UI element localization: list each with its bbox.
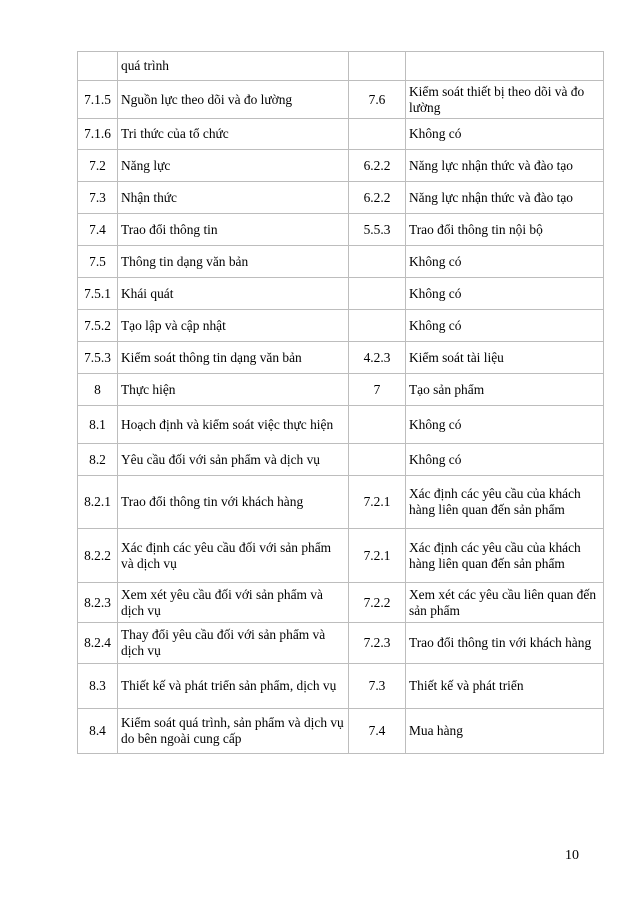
clause-2008-cell: 7.6 — [349, 81, 406, 119]
requirement-2015-cell: Tri thức của tổ chức — [118, 119, 349, 150]
clause-2008-cell — [349, 246, 406, 278]
clause-2008-cell — [349, 52, 406, 81]
table-row — [78, 444, 604, 476]
requirement-2008-cell: Không có — [406, 444, 604, 476]
clause-2015-cell: 8.2.4 — [78, 623, 118, 664]
table-row — [78, 709, 604, 754]
table-row — [78, 119, 604, 150]
requirement-2008-cell: Xác định các yêu cầu của khách hàng liên quan đến sản phẩm — [406, 476, 604, 529]
requirement-2008-cell: Mua hàng — [406, 709, 604, 754]
table-row — [78, 182, 604, 214]
requirement-2008-cell: Thiết kế và phát triển — [406, 664, 604, 709]
requirement-2015-cell: Nguồn lực theo dõi và đo lường — [118, 81, 349, 119]
clause-2008-cell — [349, 278, 406, 310]
clause-2015-cell: 7.5 — [78, 246, 118, 278]
clause-2008-cell: 7 — [349, 374, 406, 406]
requirement-2015-cell: Năng lực — [118, 150, 349, 182]
requirement-2008-cell: Kiểm soát tài liệu — [406, 342, 604, 374]
table-row — [78, 406, 604, 444]
table-body — [78, 52, 604, 754]
clause-2015-cell: 7.3 — [78, 182, 118, 214]
requirement-2015-cell: Yêu cầu đối với sản phẩm và dịch vụ — [118, 444, 349, 476]
requirement-2015-cell: Nhận thức — [118, 182, 349, 214]
page-number: 10 — [565, 848, 579, 863]
clause-2015-cell: 7.5.3 — [78, 342, 118, 374]
clause-2015-cell: 7.5.1 — [78, 278, 118, 310]
requirement-2008-cell: Trao đổi thông tin nội bộ — [406, 214, 604, 246]
requirement-2008-cell: Tạo sản phẩm — [406, 374, 604, 406]
requirement-2015-cell: Thay đổi yêu cầu đối với sản phẩm và dịch vụ — [118, 623, 349, 664]
clause-2008-cell: 7.4 — [349, 709, 406, 754]
requirement-2008-cell: Không có — [406, 310, 604, 342]
clause-2015-cell — [78, 52, 118, 81]
requirement-2008-cell: Xem xét các yêu cầu liên quan đến sản phẩm — [406, 583, 604, 623]
table-row — [78, 52, 604, 81]
requirement-2015-cell: Thiết kế và phát triển sản phẩm, dịch vụ — [118, 664, 349, 709]
clause-2015-cell: 8.4 — [78, 709, 118, 754]
clause-2015-cell: 7.1.5 — [78, 81, 118, 119]
clause-2008-cell: 6.2.2 — [349, 150, 406, 182]
table-row — [78, 214, 604, 246]
clause-2008-cell: 7.2.1 — [349, 476, 406, 529]
clause-2015-cell: 8.2.3 — [78, 583, 118, 623]
requirement-2015-cell: quá trình — [118, 52, 349, 81]
requirement-2015-cell: Hoạch định và kiểm soát việc thực hiện — [118, 406, 349, 444]
requirement-2015-cell: Kiểm soát quá trình, sản phẩm và dịch vụ do bên ngoài cung cấp — [118, 709, 349, 754]
clause-2015-cell: 8.3 — [78, 664, 118, 709]
requirement-2008-cell: Trao đổi thông tin với khách hàng — [406, 623, 604, 664]
requirement-2008-cell: Không có — [406, 406, 604, 444]
requirement-2008-cell: Năng lực nhận thức và đào tạo — [406, 182, 604, 214]
requirement-2008-cell: Không có — [406, 278, 604, 310]
requirement-2015-cell: Thực hiện — [118, 374, 349, 406]
clause-mapping-table — [77, 51, 604, 754]
clause-2008-cell — [349, 310, 406, 342]
requirement-2008-cell: Không có — [406, 119, 604, 150]
table-row — [78, 310, 604, 342]
requirement-2008-cell: Kiểm soát thiết bị theo dõi và đo lường — [406, 81, 604, 119]
clause-2015-cell: 8.2.1 — [78, 476, 118, 529]
requirement-2015-cell: Trao đổi thông tin với khách hàng — [118, 476, 349, 529]
table-row — [78, 374, 604, 406]
clause-2015-cell: 7.2 — [78, 150, 118, 182]
requirement-2015-cell: Thông tin dạng văn bản — [118, 246, 349, 278]
clause-2015-cell: 8.2 — [78, 444, 118, 476]
clause-2008-cell: 7.2.1 — [349, 529, 406, 583]
table-row — [78, 583, 604, 623]
requirement-2015-cell: Xem xét yêu cầu đối với sản phẩm và dịch vụ — [118, 583, 349, 623]
table-row — [78, 150, 604, 182]
clause-2008-cell: 7.3 — [349, 664, 406, 709]
table-row — [78, 623, 604, 664]
clause-2008-cell: 7.2.2 — [349, 583, 406, 623]
table-row — [78, 246, 604, 278]
table-row — [78, 342, 604, 374]
clause-2008-cell — [349, 444, 406, 476]
requirement-2015-cell: Kiểm soát thông tin dạng văn bản — [118, 342, 349, 374]
clause-2015-cell: 8.2.2 — [78, 529, 118, 583]
clause-2008-cell — [349, 406, 406, 444]
clause-2015-cell: 8 — [78, 374, 118, 406]
clause-2008-cell — [349, 119, 406, 150]
clause-2008-cell: 7.2.3 — [349, 623, 406, 664]
requirement-2008-cell: Xác định các yêu cầu của khách hàng liên quan đến sản phẩm — [406, 529, 604, 583]
clause-2008-cell: 5.5.3 — [349, 214, 406, 246]
table-row — [78, 476, 604, 529]
clause-2015-cell: 7.5.2 — [78, 310, 118, 342]
requirement-2008-cell — [406, 52, 604, 81]
requirement-2008-cell: Năng lực nhận thức và đào tạo — [406, 150, 604, 182]
clause-2008-cell: 4.2.3 — [349, 342, 406, 374]
table-row — [78, 81, 604, 119]
table-row — [78, 278, 604, 310]
requirement-2015-cell: Khái quát — [118, 278, 349, 310]
table-row — [78, 529, 604, 583]
table-row — [78, 664, 604, 709]
clause-2015-cell: 8.1 — [78, 406, 118, 444]
requirement-2015-cell: Xác định các yêu cầu đối với sản phẩm và dịch vụ — [118, 529, 349, 583]
requirement-2008-cell: Không có — [406, 246, 604, 278]
clause-2015-cell: 7.1.6 — [78, 119, 118, 150]
clause-2008-cell: 6.2.2 — [349, 182, 406, 214]
clause-2015-cell: 7.4 — [78, 214, 118, 246]
requirement-2015-cell: Tạo lập và cập nhật — [118, 310, 349, 342]
requirement-2015-cell: Trao đổi thông tin — [118, 214, 349, 246]
